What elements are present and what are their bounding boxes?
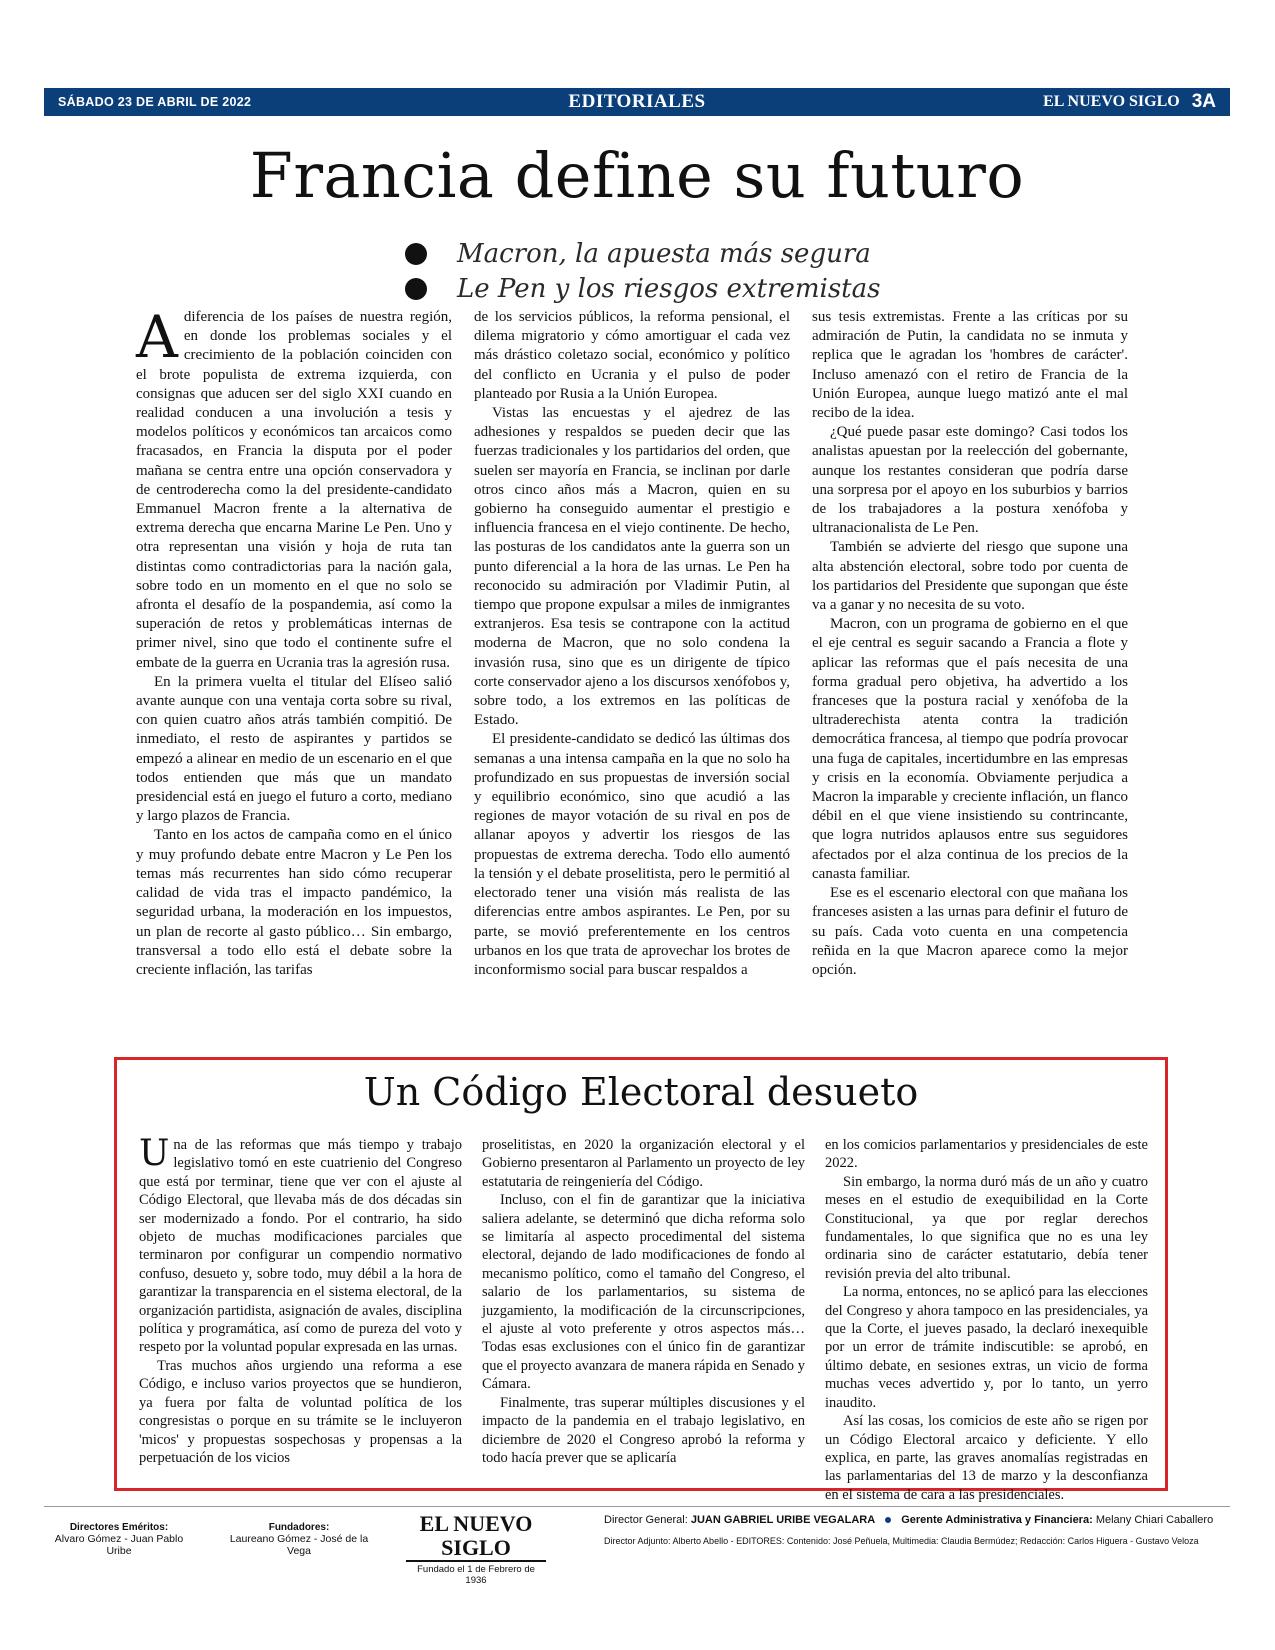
paragraph: Macron, con un programa de gobierno en el que el eje central es seguir sacando a Francia a flote y aplicar las reformas que el país necesita de una forma gradual pero objetiva, ha advertido a los franceses que la postura racial y xenófoba de la ultraderechista atenta contra la tradición democrática francesa, al tiempo que podría provocar una fuga de capitales, incertidumbre en las empresas y crisis en la economía. Obviamente perjudica a Macron la imparable y creciente inflación, un flanco débil en el que viene insistiendo su contrincante, que logra nutridos aplausos entre sus seguidores afectados por el alza continua de los precios de la canasta familiar.	[812, 616, 1128, 882]
paragraph: Sin embargo, la norma duró más de un año y cuatro meses en el estudio de exequibilidad en la Corte Constitucional, ya que por reglar derechos fundamentales, lo que significa que no es una ley ordinaria sino de carácter estatutario, debía tener revisión previa del alto tribunal.	[825, 1173, 1148, 1282]
newspaper-logo	[406, 1512, 546, 1586]
subhead-text: Macron, la apuesta más segura	[457, 238, 871, 269]
subheads	[405, 236, 965, 306]
subhead-1	[405, 236, 965, 271]
subhead-2	[405, 271, 965, 306]
body-column-3	[812, 308, 1128, 980]
box-column-1	[139, 1133, 462, 1504]
footer-label: Director General:	[604, 1514, 688, 1526]
paragraph: ¿Qué puede pasar este domingo? Casi todos los analistas apuestan por la reelección del gobernante, aunque los restantes consideran que podría darse una sorpresa por el apoyo en los suburbios y barrios de los trabajadores a la postura xenófoba y ultranacionalista de Le Pen.	[812, 424, 1128, 537]
bullet-dot-icon	[405, 278, 427, 300]
paragraph: sus tesis extremistas. Frente a las críticas por su admiración de Putin, la candidata no se inmuta y replica que le agradan los 'hombres de carácter'. Incluso amenazó con el retiro de Francia de la Unión Europea, aunque luego matizó ante el mal recibo de la idea.	[812, 309, 1128, 422]
paragraph: en los comicios parlamentarios y presidenciales de este 2022.	[825, 1137, 1148, 1172]
fundadores	[224, 1522, 374, 1557]
paragraph: El presidente-candidato se dedicó las últimas dos semanas a una intensa campaña en la que no solo ha profundizado en sus propuestas de inversión social y equilibrio económico, sino que acudió a las regiones de mayor votación de su rival en pos de allanar apoyos y advertir los riesgos de las propuestas de extrema derecha. Todo ello aumentó la tensión y el debate proselitista, pero le permitió al electorado tener una visión más realista de las diferencias entre ambos aspirantes. Le Pen, por su parte, se movió preferentemente en los centros urbanos en los que trata de aprovechar los brotes de inconformismo social para buscar respaldos a	[474, 731, 790, 978]
footer-value: Alvaro Gómez - Juan Pablo Uribe	[54, 1533, 184, 1557]
paragraph: Vistas las encuestas y el ajedrez de las adhesiones y respaldos se pueden decir que las fuerzas tradicionales y los partidarios del orden, que suelen ser mayoría en Francia, se inclinan por darle otros cinco años más a Macron, quien en su gobierno ha conseguido aumentar el prestigio e influencia francesa en el viejo continente. De hecho, las posturas de los candidatos ante la guerra son un punto diferencial a la hora de las urnas. Le Pen ha reconocido su admiración por Vladimir Putin, al tiempo que propone expulsar a miles de inmigrantes extranjeros. Esa tesis se contrapone con la actitud moderna de Macron, que no solo condena la invasión rusa, sino que es un dirigente de típico corte conservador ajeno a los discursos xenófobos y, sobre todo, a los extremos en las políticas de Estado.	[474, 405, 790, 729]
staff-line-2: Director Adjunto: Alberto Abello - EDITORES: Contenido: José Peñuela, Multimedia: Claudia Bermúdez; Redacción: Carlos Higuera - Gustavo Veloza	[604, 1536, 1199, 1546]
drop-cap: A	[136, 303, 178, 371]
footer-label: Directores Eméritos:	[69, 1522, 169, 1533]
directores-emeritos	[44, 1522, 194, 1557]
paragraph-text: diferencia de los países de nuestra región, en donde los problemas sociales y el crecimiento de la población coinciden con el brote populista de extrema izquierda, con consignas que aducen ser del siglo XXI cuando en realidad conducen a una involución a tesis y modelos políticos y económicos tan arcaicos como fracasados, en Francia la disputa por el poder mañana se centra entre una opción conservadora y de centroderecha como la del presidente-candidato Emmanuel Macron frente a la alternativa de extrema derecha que encarna Marine Le Pen. Uno y otra representan una visión y hoja de ruta tan distintas como contradictorias para la nación gala, sobre todo en un momento en el que no solo se afronta el desafío de la pospandemia, así como la superación de retos y problemáticas internas de primer nivel, sino que todo el continente sufre el embate de la guerra en Ucrania tras la agresión rusa.	[136, 309, 452, 671]
paragraph: También se advierte del riesgo que supone una alta abstención electoral, sobre todo por cuenta de los partidarios del Presidente que supongan que éste va a ganar y no necesita de su voto.	[812, 539, 1128, 614]
logo-text: EL NUEVO SIGLO	[406, 1512, 546, 1562]
body-column-2	[474, 308, 790, 980]
bullet-dot-icon	[405, 243, 427, 265]
paragraph	[136, 303, 452, 673]
paragraph: proselitistas, en 2020 la organización electoral y el Gobierno presentaron al Parlamento un proyecto de ley estatutaria de reingeniería del Código.	[482, 1137, 805, 1190]
footer-label: Gerente Administrativa y Financiera:	[901, 1514, 1093, 1526]
header-right	[1043, 91, 1216, 113]
staff-line-1	[604, 1514, 1230, 1526]
page-number: 3A	[1191, 91, 1216, 112]
masthead-footer	[44, 1511, 1230, 1586]
footer-value: Melany Chiari Caballero	[1095, 1514, 1214, 1526]
paragraph-text: na de las reformas que más tiempo y trabajo legislativo tomó en este cuatrienio del Congreso que está por terminar, tiene que ver con el ajuste al Código Electoral, que llevaba más de dos décadas sin ser modernizado a fondo. Por el contrario, ha sido objeto de muchas modificaciones parciales que terminaron por configurar un compendio normativo confuso, desueto y, sobre todo, muy débil a la hora de garantizar la transparencia en el sistema electoral, de la organización partidista, asignación de avales, disciplina política y programática, así como de pureza del voto y respeto por la voluntad popular expresada en las urnas.	[139, 1137, 462, 1356]
footer-label: Fundadores:	[268, 1522, 330, 1533]
drop-cap: U	[139, 1133, 170, 1174]
paragraph: Tras muchos años urgiendo una reforma a ese Código, e incluso varios proyectos que se hundieron, ya fuera por falta de voluntad política de los congresistas o porque en su trámite se le incluyeron 'micos' y propuestas sospechosas y propensas a la perpetuación de los vicios	[139, 1357, 462, 1466]
box-column-3	[825, 1136, 1148, 1504]
box-column-2	[482, 1136, 805, 1504]
staff-credits	[604, 1514, 1230, 1546]
paper-name: EL NUEVO SIGLO	[1043, 93, 1180, 110]
paragraph: En la primera vuelta el titular del Elíseo salió avante aunque con una ventaja corta sobre su rival, con quien cuatro años atrás también compitió. De inmediato, el resto de aspirantes y partidos se empezó a alinear en medio de un escenario en el que todos entienden que más que un mandato presidencial está en juego el futuro a corto, mediano y largo plazos de Francia.	[136, 673, 452, 825]
paragraph: de los servicios públicos, la reforma pensional, el dilema migratorio y cómo amortiguar el cada vez más drástico coletazo social, económico y político del conflicto en Ucrania y el pulso de poder planteado por Rusia a la Unión Europea.	[474, 309, 790, 402]
paragraph: Tanto en los actos de campaña como en el único y muy profundo debate entre Macron y Le Pen los temas más recurrentes han sido cómo recuperar calidad de vida tras el impacto pandémico, la seguridad urbana, la moderación en los impuestos, un plan de recorte al gasto público… Sin embargo, transversal a todo ello está el debate sobre la creciente inflación, las tarifas	[136, 827, 452, 978]
paragraph: Ese es el escenario electoral con que mañana los franceses asisten a las urnas para definir el futuro de su país. Cada voto cuenta en una competencia reñida en la que Macron aparece como la mejor opción.	[812, 885, 1128, 978]
editorial-headline: Francia define su futuro	[249, 139, 1025, 212]
page-header-bar	[44, 88, 1230, 116]
boxed-editorial-title: Un Código Electoral desueto	[363, 1070, 919, 1114]
editorial-body	[136, 303, 1128, 980]
subhead-text: Le Pen y los riesgos extremistas	[457, 273, 881, 304]
boxed-editorial	[114, 1057, 1168, 1503]
bullet-icon	[885, 1517, 891, 1523]
paragraph: Incluso, con el fin de garantizar que la iniciativa saliera adelante, se determinó que dicha reforma solo se limitaría al aspecto procedimental del sistema electoral, dejando de lado modificaciones de fondo al mecanismo político, como el tamaño del Congreso, el salario de los parlamentarios, su sistema de juzgamiento, la modificación de la circunscripciones, el ajuste al voto preferente y otros aspectos más… Todas esas exclusiones con el único fin de garantizar que el proyecto avanzara de manera rápida en Senado y Cámara.	[482, 1192, 805, 1393]
footer-divider	[44, 1506, 1230, 1507]
paragraph: Finalmente, tras superar múltiples discusiones y el impacto de la pandemia en el trabajo legislativo, en diciembre de 2020 el Congreso aprobó la reforma y todo hacía prever que se aplicaría	[482, 1394, 805, 1466]
footer-value: JUAN GABRIEL URIBE VEGALARA	[690, 1514, 876, 1526]
paragraph	[139, 1133, 462, 1357]
boxed-editorial-body	[139, 1133, 1148, 1504]
paragraph: La norma, entonces, no se aplicó para las elecciones del Congreso y ahora tampoco en las presidenciales, ya que la Corte, el jueves pasado, la declaró inexequible por un error de trámite indiscutible: se aprobó, en último debate, en sesiones extras, un vicio de forma muchas veces advertido y, por lo tanto, un yerro inaudito.	[825, 1284, 1148, 1411]
body-column-1	[136, 303, 452, 980]
section-name: EDITORIALES	[568, 91, 706, 112]
founded-date: Fundado el 1 de Febrero de 1936	[417, 1564, 535, 1586]
footer-value: Laureano Gómez - José de la Vega	[229, 1533, 369, 1557]
paragraph: Así las cosas, los comicios de este año se rigen por un Código Electoral arcaico y deficiente. Y ello explica, en parte, las graves anomalías registradas en las parlamentarias del 13 de marzo y la desconfianza en el sistema de cara a las presidenciales.	[825, 1413, 1148, 1503]
issue-date: SÁBADO 23 DE ABRIL DE 2022	[58, 95, 252, 109]
